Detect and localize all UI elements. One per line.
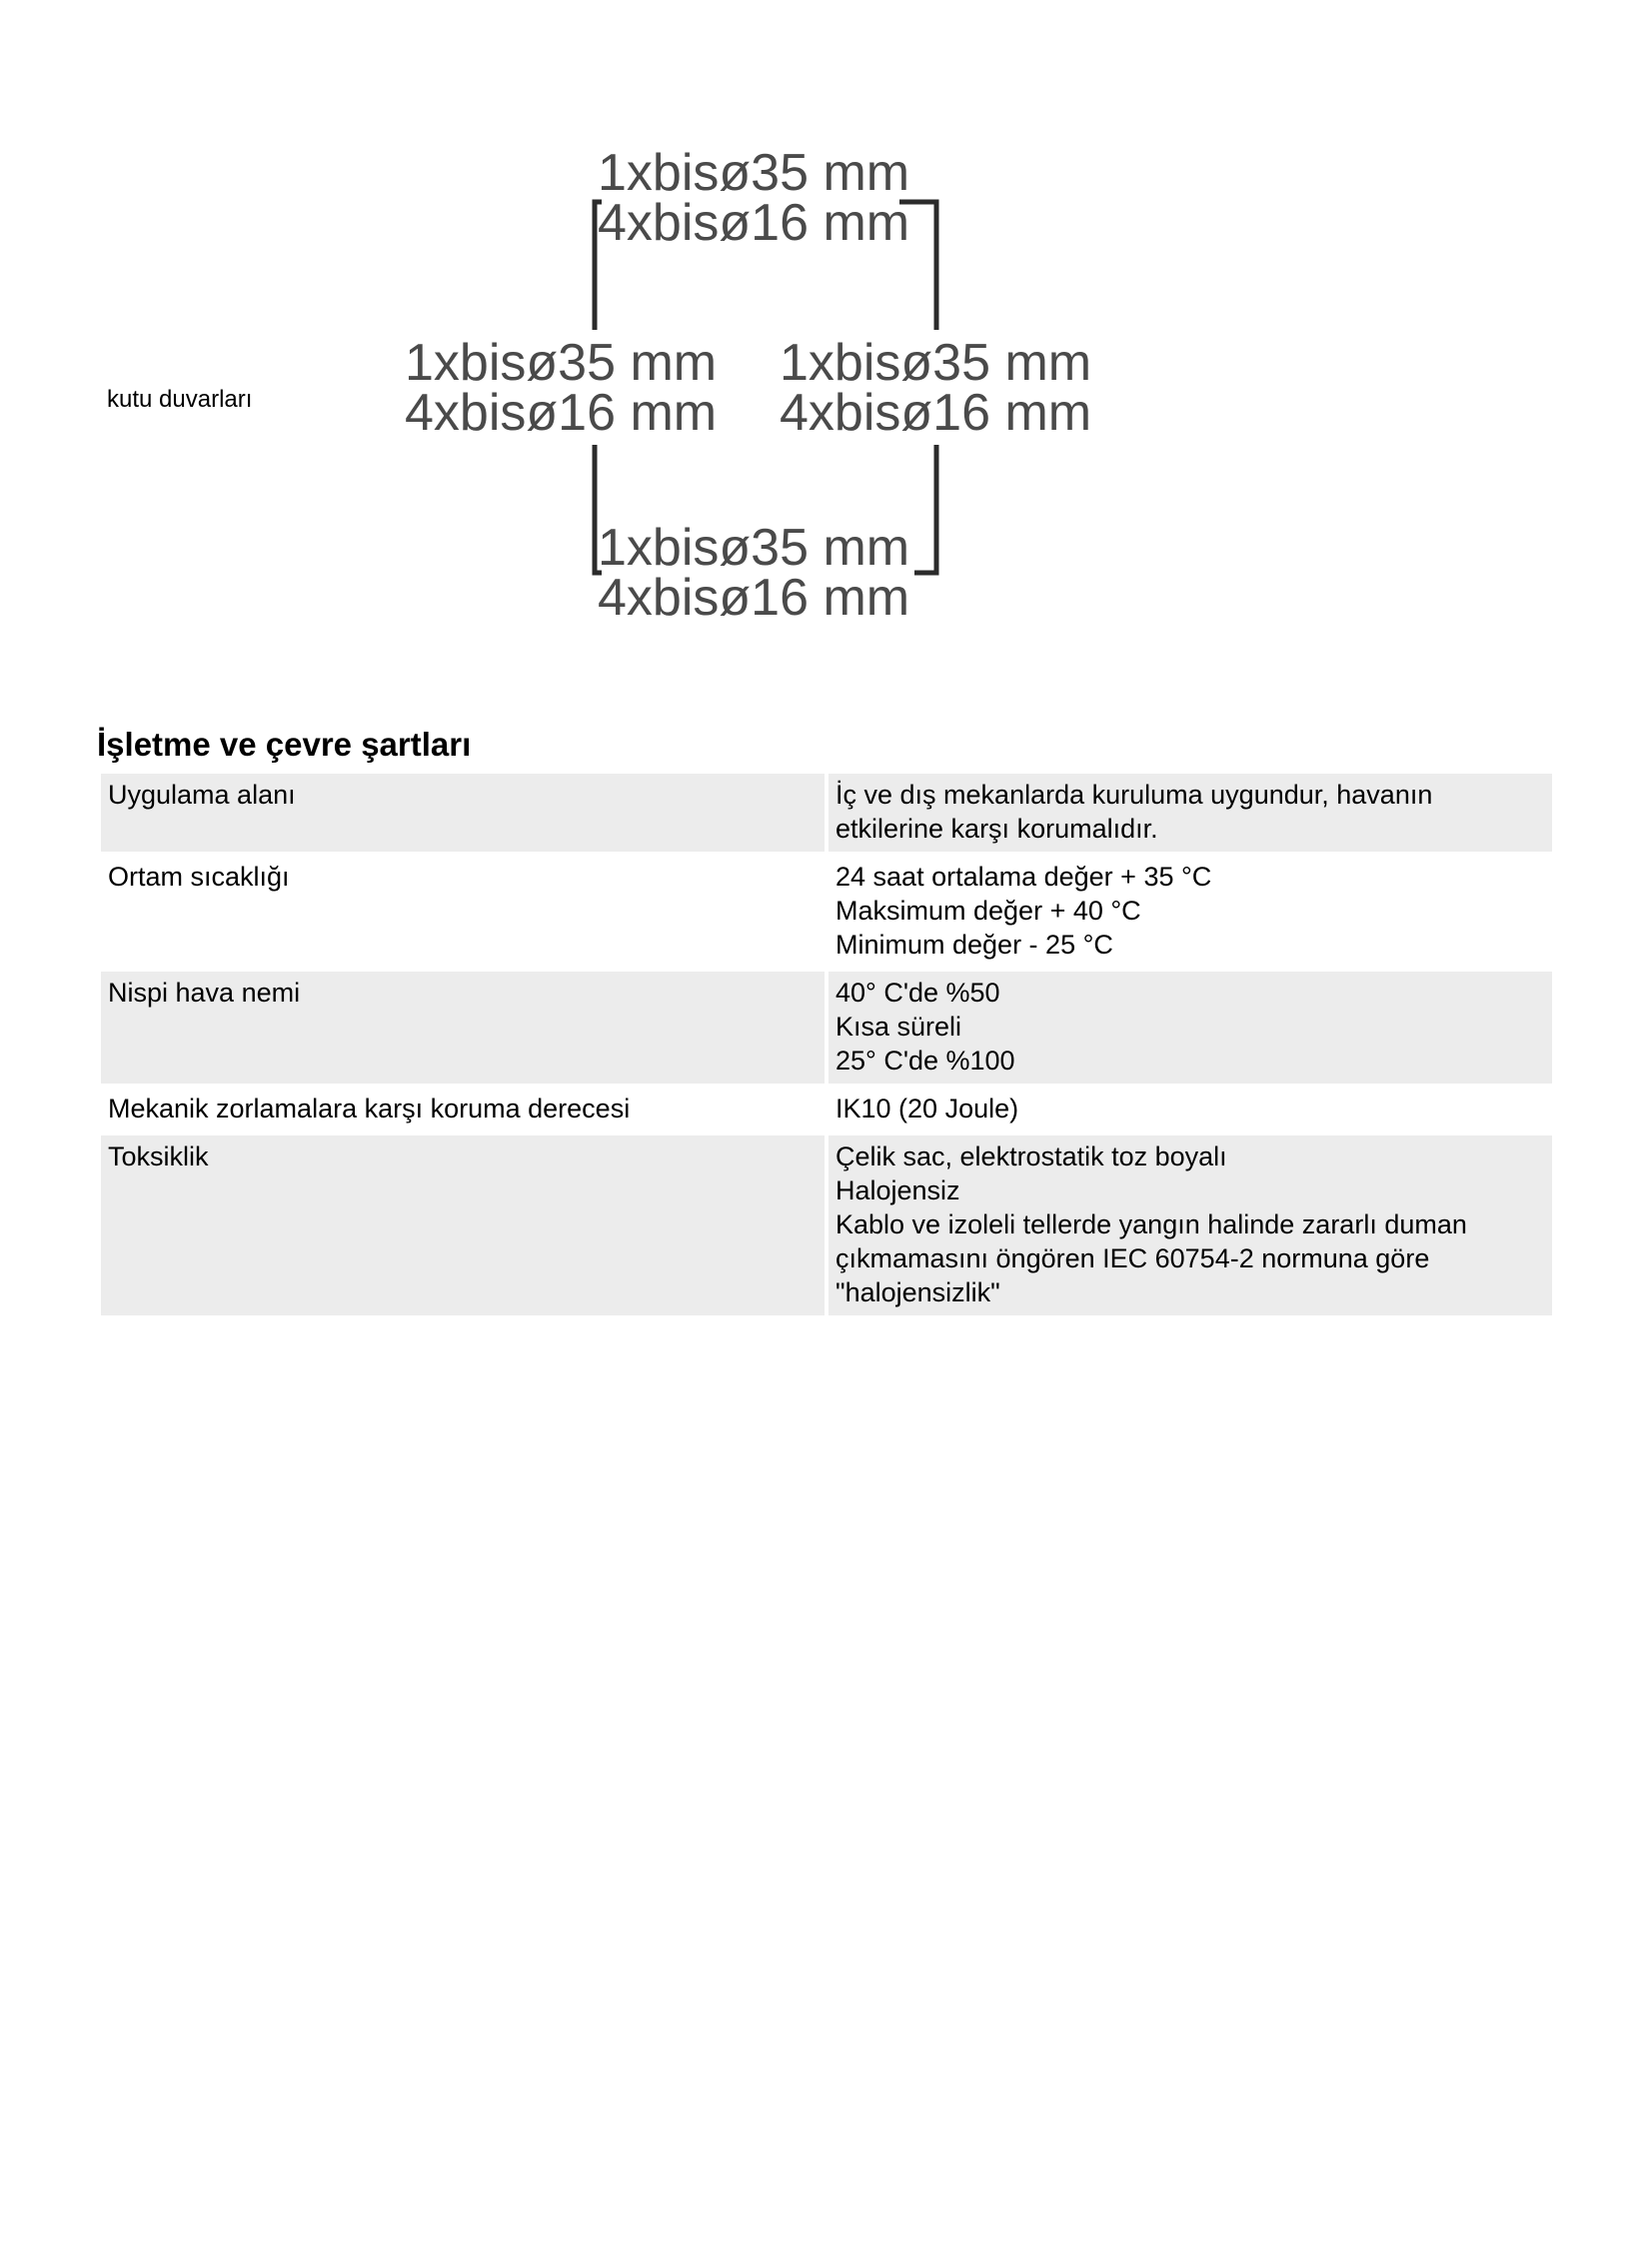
- value-line: 25° C'de %100: [835, 1046, 1015, 1076]
- row-value: [828, 1088, 1552, 1131]
- table-row: [101, 774, 1552, 852]
- walls-label: kutu duvarları: [107, 386, 253, 413]
- value-line: 40° C'de %50: [835, 978, 1000, 1008]
- table-row: [101, 856, 1552, 968]
- row-value: [828, 1135, 1552, 1315]
- value-line: 24 saat ortalama değer + 35 °C: [835, 862, 1212, 892]
- row-label: Nispi hava nemi: [101, 972, 825, 1084]
- bottom-label-line1: 1xbisø35 mm: [598, 519, 910, 577]
- value-line: Halojensiz: [835, 1175, 960, 1205]
- left-label-line2: 4xbisø16 mm: [405, 384, 718, 442]
- value-line: Maksimum değer + 40 °C: [835, 896, 1141, 926]
- right-label-line1: 1xbisø35 mm: [780, 334, 1092, 392]
- value-line: Kısa süreli: [835, 1012, 962, 1042]
- bottom-bracket-right: [914, 445, 936, 573]
- box-walls-diagram: [395, 140, 1114, 640]
- value-line: IK10 (20 Joule): [835, 1094, 1019, 1124]
- bottom-label-line2: 4xbisø16 mm: [598, 569, 910, 627]
- value-line: "halojensizlik": [835, 1277, 1000, 1307]
- table-row: [101, 1135, 1552, 1315]
- table-row: [101, 1088, 1552, 1131]
- row-value: [828, 774, 1552, 852]
- value-line: Çelik sac, elektrostatik toz boyalı: [835, 1141, 1227, 1171]
- value-line: etkilerine karşı korumalıdır.: [835, 814, 1158, 844]
- left-label-line1: 1xbisø35 mm: [405, 334, 718, 392]
- right-label-line2: 4xbisø16 mm: [780, 384, 1092, 442]
- value-line: çıkmamasını öngören IEC 60754-2 normuna göre: [835, 1243, 1430, 1273]
- operating-conditions-table: [97, 770, 1556, 1319]
- row-value: [828, 972, 1552, 1084]
- section-title: İşletme ve çevre şartları: [97, 726, 472, 763]
- table-row: [101, 972, 1552, 1084]
- value-line: İç ve dış mekanlarda kuruluma uygundur, havanın: [835, 780, 1433, 810]
- row-label: Toksiklik: [101, 1135, 825, 1315]
- row-label: Uygulama alanı: [101, 774, 825, 852]
- row-label: Ortam sıcaklığı: [101, 856, 825, 968]
- row-value: [828, 856, 1552, 968]
- top-label-line2: 4xbisø16 mm: [598, 194, 910, 252]
- value-line: Kablo ve izoleli tellerde yangın halinde zararlı duman: [835, 1209, 1467, 1239]
- top-label-line1: 1xbisø35 mm: [598, 144, 910, 202]
- row-label: Mekanik zorlamalara karşı koruma derecesi: [101, 1088, 825, 1131]
- value-line: Minimum değer - 25 °C: [835, 930, 1113, 960]
